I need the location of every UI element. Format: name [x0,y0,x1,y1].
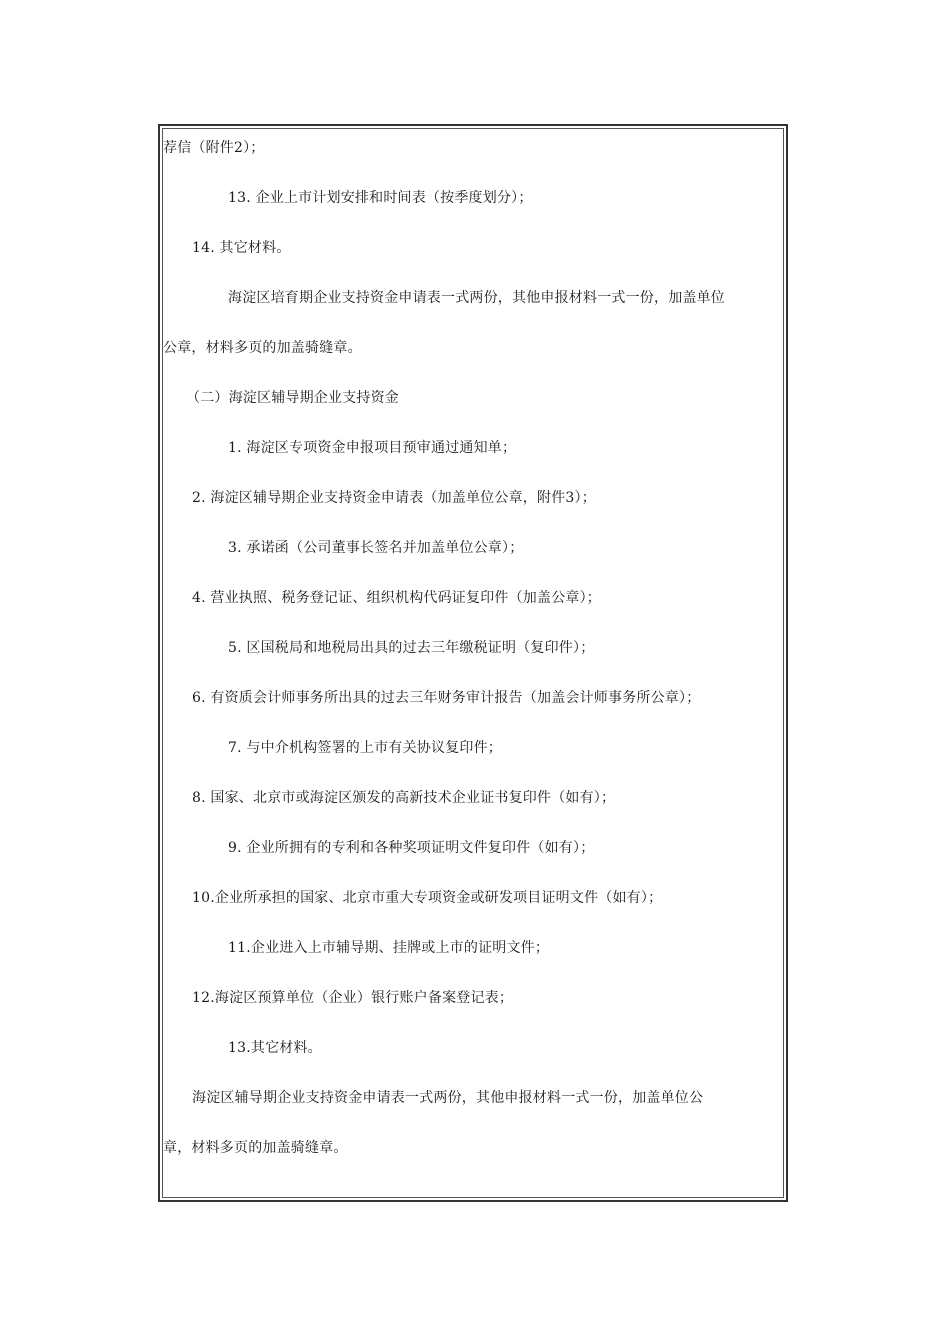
text-line-counseling-note-2: 章，材料多页的加盖骑缝章。 [163,1140,348,1156]
text-line-item-8: 8. 国家、北京市或海淀区颁发的高新技术企业证书复印件（如有）； [192,790,616,806]
text-line-item-10: 10.企业所承担的国家、北京市重大专项资金或研发项目证明文件（如有）； [192,890,663,906]
text-line-item-2: 2. 海淀区辅导期企业支持资金申请表（加盖单位公章，附件3）； [192,490,596,506]
text-line-item-13-listing-plan: 13. 企业上市计划安排和时间表（按季度划分）； [228,190,533,206]
text-line-item-1: 1. 海淀区专项资金申报项目预审通过通知单； [228,440,517,456]
text-line-item-5: 5. 区国税局和地税局出具的过去三年缴税证明（复印件）； [228,640,595,656]
text-line-item-4: 4. 营业执照、税务登记证、组织机构代码证复印件（加盖公章）； [192,590,602,606]
text-line-item-13-other: 13.其它材料。 [228,1040,322,1056]
text-line-cultivation-note-1: 海淀区培育期企业支持资金申请表一式两份，其他申报材料一式一份，加盖单位 [228,290,725,306]
text-line-item-9: 9. 企业所拥有的专利和各种奖项证明文件复印件（如有）； [228,840,595,856]
text-line-item-11: 11.企业进入上市辅导期、挂牌或上市的证明文件； [228,940,550,956]
text-line-item-6: 6. 有资质会计师事务所出具的过去三年财务审计报告（加盖会计师事务所公章）； [192,690,701,706]
text-line-item-14-other: 14. 其它材料。 [192,240,291,256]
text-line-cultivation-note-2: 公章，材料多页的加盖骑缝章。 [163,340,362,356]
text-line-counseling-note-1: 海淀区辅导期企业支持资金申请表一式两份，其他申报材料一式一份，加盖单位公 [192,1090,704,1106]
text-line-item-7: 7. 与中介机构签署的上市有关协议复印件； [228,740,503,756]
text-line-recommendation-letter: 荐信（附件2）； [163,140,265,156]
text-line-item-12: 12.海淀区预算单位（企业）银行账户备案登记表； [192,990,514,1006]
text-line-item-3: 3. 承诺函（公司董事长签名并加盖单位公章）； [228,540,524,556]
section-heading-counseling-period: （二）海淀区辅导期企业支持资金 [186,390,399,406]
